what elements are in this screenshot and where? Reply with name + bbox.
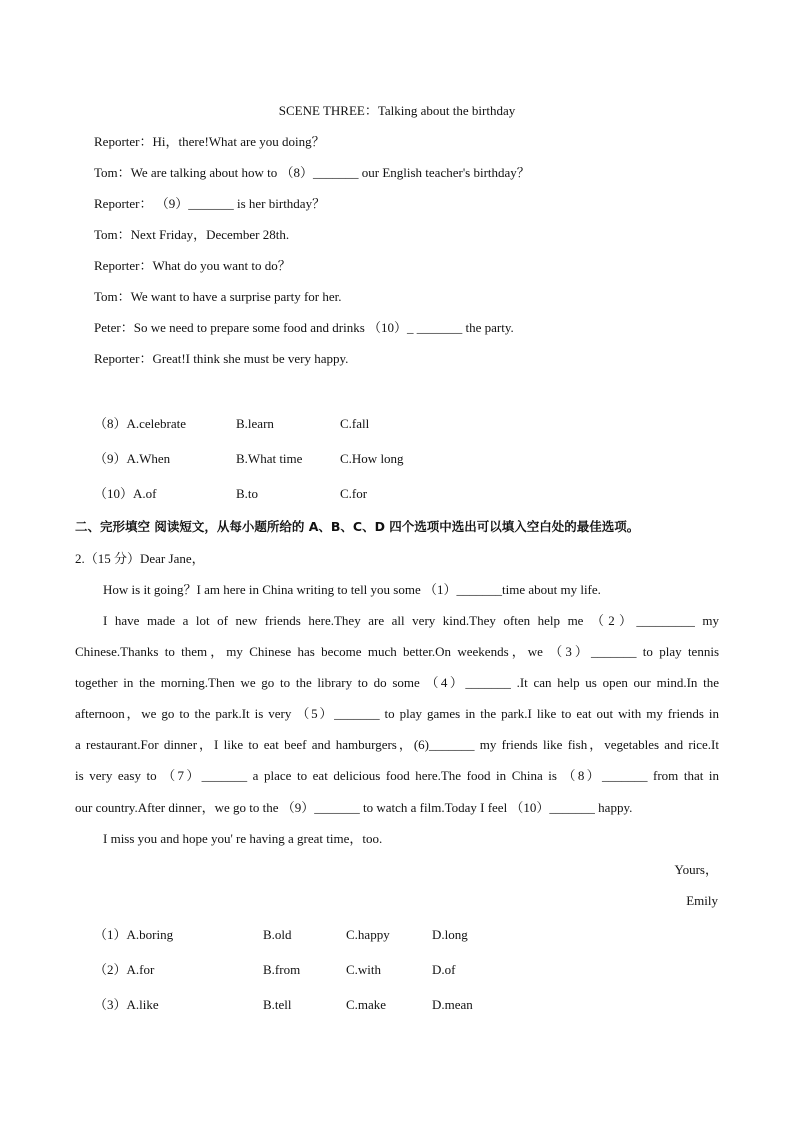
option-a: （1）A.boring bbox=[94, 927, 174, 942]
dialogue-line: Reporter：Hi，there!What are you doing？ bbox=[94, 134, 325, 149]
option-d: D.mean bbox=[432, 997, 473, 1012]
option-c: C.with bbox=[346, 962, 382, 977]
dialogue-line: Tom：We are talking about how to （8）_______ our English teacher's birthday？ bbox=[94, 165, 530, 180]
option-c: C.fall bbox=[340, 416, 370, 431]
option-b: B.tell bbox=[263, 997, 292, 1012]
option-d: D.long bbox=[432, 927, 468, 942]
passage-line: How is it going？I am here in China writing to tell you some （1）_______time about my life. bbox=[103, 582, 601, 597]
dialogue-line: Peter：So we need to prepare some food and drinks （10）_ _______ the party. bbox=[94, 320, 514, 335]
option-c: C.make bbox=[346, 997, 387, 1012]
option-a: （9）A.When bbox=[94, 451, 171, 466]
letter-signature: Emily bbox=[686, 893, 718, 908]
passage-line: Chinese.Thanks to them，my Chinese has become much better.On weekends，we （3）_______ to play tennis bbox=[75, 644, 719, 659]
question-intro: 2.（15 分）Dear Jane， bbox=[75, 551, 205, 566]
option-c: C.happy bbox=[346, 927, 390, 942]
letter-closing: Yours， bbox=[674, 862, 718, 877]
option-b: B.learn bbox=[236, 416, 274, 431]
option-a: （10）A.of bbox=[94, 486, 157, 501]
dialogue-line: Reporter： （9）_______ is her birthday？ bbox=[94, 196, 326, 211]
passage-line: I have made a lot of new friends here.They are all very kind.They often help me （2）_________ my bbox=[103, 613, 719, 628]
option-b: B.from bbox=[263, 962, 301, 977]
passage-line: I miss you and hope you' re having a great time，too. bbox=[103, 831, 383, 846]
passage-line: together in the morning.Then we go to the library to do some （4）_______ .It can help us open our mind.In the bbox=[75, 675, 719, 690]
option-b: B.to bbox=[236, 486, 259, 501]
passage-line: a restaurant.For dinner，I like to eat beef and hamburgers，(6)_______ my friends like fish，vegetables and rice.It bbox=[75, 737, 719, 752]
dialogue-line: Reporter：What do you want to do？ bbox=[94, 258, 291, 273]
scene-title: SCENE THREE：Talking about the birthday bbox=[278, 103, 516, 118]
dialogue-line: Tom：Next Friday，December 28th. bbox=[94, 227, 290, 242]
option-b: B.old bbox=[263, 927, 292, 942]
option-d: D.of bbox=[432, 962, 456, 977]
option-a: （3）A.like bbox=[94, 997, 159, 1012]
section-heading: 二、完形填空 阅读短文，从每小题所给的 A、B、C、D 四个选项中选出可以填入空白处的最佳选项。 bbox=[75, 519, 640, 534]
passage-line: afternoon，we go to the park.It is very （5）_______ to play games in the park.I like to eat out with my friends in bbox=[75, 706, 719, 721]
option-b: B.What time bbox=[236, 451, 303, 466]
option-c: C.How long bbox=[340, 451, 404, 466]
passage-line: our country.After dinner，we go to the （9）_______ to watch a film.Today I feel （10）_______ happy. bbox=[75, 800, 633, 815]
dialogue-line: Reporter：Great!I think she must be very happy. bbox=[94, 351, 349, 366]
option-a: （8）A.celebrate bbox=[94, 416, 187, 431]
option-c: C.for bbox=[340, 486, 368, 501]
passage-line: is very easy to （7）_______ a place to eat delicious food here.The food in China is （8）_______ from that in bbox=[75, 768, 719, 783]
dialogue-line: Tom：We want to have a surprise party for her. bbox=[94, 289, 342, 304]
option-a: （2）A.for bbox=[94, 962, 155, 977]
